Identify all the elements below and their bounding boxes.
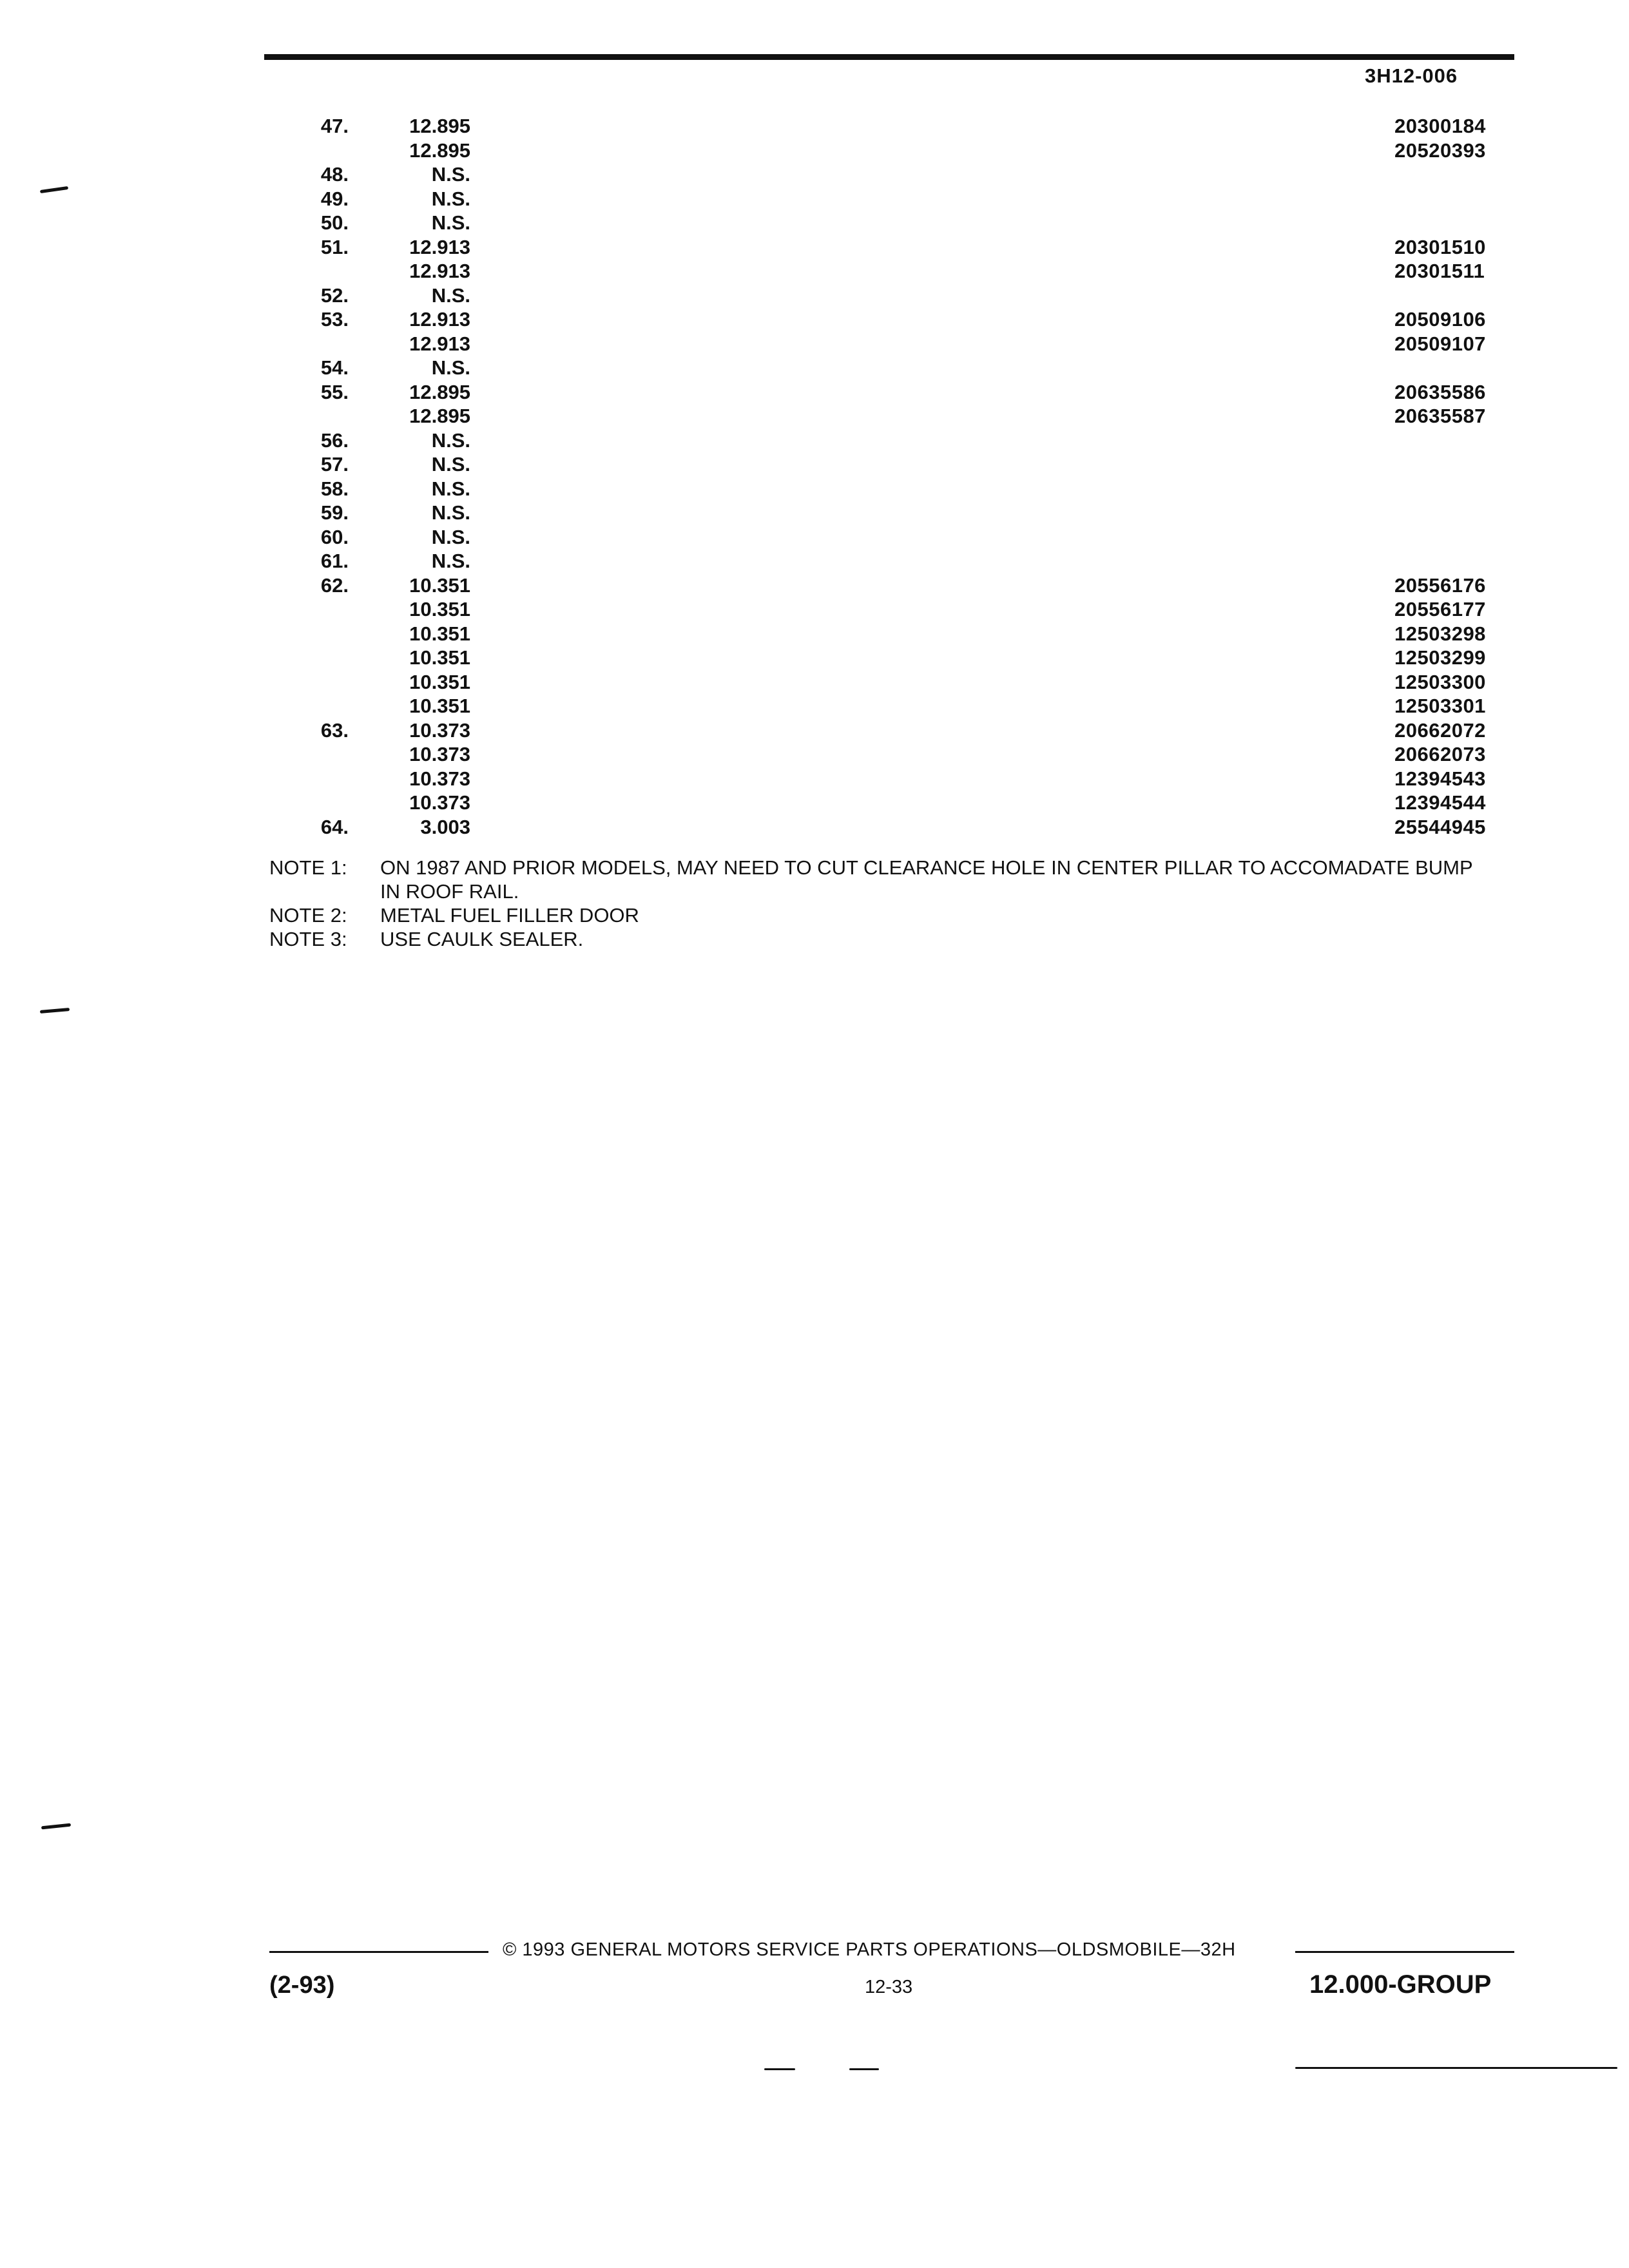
item-number: 55. [320, 380, 349, 403]
part-number: 25544945 [1394, 815, 1486, 838]
parts-row [0, 622, 1629, 646]
group-number: N.S. [431, 453, 470, 476]
note-text: METAL FUEL FILLER DOOR [380, 904, 639, 927]
part-number: 20300184 [1394, 115, 1486, 137]
part-number: 20662072 [1394, 718, 1486, 742]
scan-mark [40, 1008, 70, 1014]
parts-row [0, 670, 1629, 695]
page-number: 12-33 [865, 1977, 913, 1997]
note-label: NOTE 3: [269, 928, 347, 950]
parts-row [0, 114, 1629, 139]
parts-row [0, 791, 1629, 815]
parts-row [0, 767, 1629, 791]
scan-mark [41, 1823, 71, 1830]
item-number: 53. [320, 308, 349, 331]
group-number: 10.373 [409, 743, 470, 765]
parts-list [0, 114, 1629, 839]
scan-mark [1295, 2067, 1617, 2069]
group-number: 10.373 [409, 767, 470, 790]
group-number: 10.351 [409, 695, 470, 717]
group-number: 10.351 [409, 573, 470, 597]
top-rule [264, 54, 1514, 60]
parts-row [0, 694, 1629, 718]
parts-row [0, 477, 1629, 501]
note-text: USE CAULK SEALER. [380, 928, 584, 950]
note-label: NOTE 1: [269, 856, 347, 879]
group-number: N.S. [431, 211, 470, 234]
revision-date: (2-93) [269, 1972, 335, 1999]
group-number: N.S. [431, 187, 470, 210]
group-number: 12.913 [409, 332, 470, 355]
parts-row [0, 428, 1629, 453]
part-number: 20520393 [1394, 139, 1486, 162]
item-number: 61. [320, 550, 349, 572]
group-number: N.S. [431, 477, 470, 500]
item-number: 63. [320, 718, 349, 742]
part-number: 20556177 [1394, 598, 1486, 620]
parts-row [0, 380, 1629, 405]
group-number: N.S. [431, 428, 470, 452]
note [269, 856, 1489, 903]
parts-row [0, 235, 1629, 260]
parts-row [0, 573, 1629, 598]
group-number: N.S. [431, 163, 470, 186]
copyright-line: © 1993 GENERAL MOTORS SERVICE PARTS OPERATIONS—OLDSMOBILE—32H [503, 1939, 1236, 1960]
document-code: 3H12-006 [1365, 64, 1458, 87]
part-number: 20556176 [1394, 573, 1486, 597]
item-number: 56. [320, 428, 349, 452]
part-number: 12394543 [1394, 767, 1486, 790]
group-label: 12.000-GROUP [1309, 1970, 1492, 1999]
item-number: 59. [320, 501, 349, 524]
group-number: 10.351 [409, 622, 470, 645]
part-number: 20301511 [1394, 260, 1485, 282]
parts-row [0, 259, 1629, 284]
parts-row [0, 307, 1629, 332]
item-number: 57. [320, 453, 349, 476]
note-text: ON 1987 AND PRIOR MODELS, MAY NEED TO CUT CLEARANCE HOLE IN CENTER PILLAR TO ACCOMADATE BUMP IN ROOF RAIL. [380, 856, 1473, 903]
item-number: 48. [320, 163, 349, 186]
part-number: 20509107 [1394, 332, 1486, 355]
group-number: 12.895 [409, 139, 470, 162]
item-number: 60. [320, 525, 349, 548]
scan-mark [849, 2068, 879, 2070]
part-number: 12503300 [1394, 670, 1486, 693]
parts-row [0, 404, 1629, 428]
parts-row [0, 452, 1629, 477]
parts-row [0, 284, 1629, 308]
group-number: N.S. [431, 356, 470, 379]
part-number: 12503299 [1394, 646, 1486, 669]
item-number: 58. [320, 477, 349, 500]
item-number: 47. [320, 115, 349, 137]
parts-row [0, 718, 1629, 743]
item-number: 49. [320, 187, 349, 210]
group-number: 12.895 [409, 405, 470, 427]
parts-row [0, 139, 1629, 163]
item-number: 54. [320, 356, 349, 379]
part-number: 20509106 [1394, 308, 1486, 331]
item-number: 52. [320, 284, 349, 307]
group-number: N.S. [431, 284, 470, 307]
part-number: 12503301 [1394, 695, 1486, 717]
footer-rule-right [1295, 1951, 1514, 1953]
item-number: 51. [320, 235, 349, 258]
group-number: 10.351 [409, 646, 470, 669]
group-number: 3.003 [420, 815, 470, 838]
item-number: 62. [320, 573, 349, 597]
note [269, 927, 1489, 951]
parts-row [0, 162, 1629, 187]
group-number: 12.913 [409, 260, 470, 282]
group-number: 12.895 [409, 115, 470, 137]
scan-mark [764, 2068, 795, 2070]
group-number: 12.913 [409, 235, 470, 258]
group-number: 12.895 [409, 380, 470, 403]
part-number: 20635586 [1394, 380, 1486, 403]
parts-row [0, 742, 1629, 767]
item-number: 50. [320, 211, 349, 234]
parts-row [0, 815, 1629, 840]
parts-row [0, 597, 1629, 622]
item-number: 64. [320, 815, 349, 838]
group-number: 10.373 [409, 791, 470, 814]
group-number: 10.351 [409, 598, 470, 620]
parts-row [0, 187, 1629, 211]
note [269, 903, 1489, 927]
part-number: 20662073 [1394, 743, 1486, 765]
footer-rule-left [269, 1951, 488, 1953]
group-number: 10.351 [409, 670, 470, 693]
group-number: N.S. [431, 501, 470, 524]
note-label: NOTE 2: [269, 904, 347, 927]
group-number: N.S. [431, 525, 470, 548]
part-number: 12503298 [1394, 622, 1486, 645]
parts-row [0, 332, 1629, 356]
parts-row [0, 211, 1629, 235]
group-number: N.S. [431, 550, 470, 572]
parts-row [0, 501, 1629, 525]
group-number: 10.373 [409, 718, 470, 742]
parts-row [0, 356, 1629, 380]
notes [269, 856, 1489, 951]
part-number: 20301510 [1394, 235, 1486, 258]
part-number: 12394544 [1394, 791, 1486, 814]
parts-row [0, 525, 1629, 550]
group-number: 12.913 [409, 308, 470, 331]
parts-row [0, 646, 1629, 670]
part-number: 20635587 [1394, 405, 1486, 427]
parts-row [0, 549, 1629, 573]
